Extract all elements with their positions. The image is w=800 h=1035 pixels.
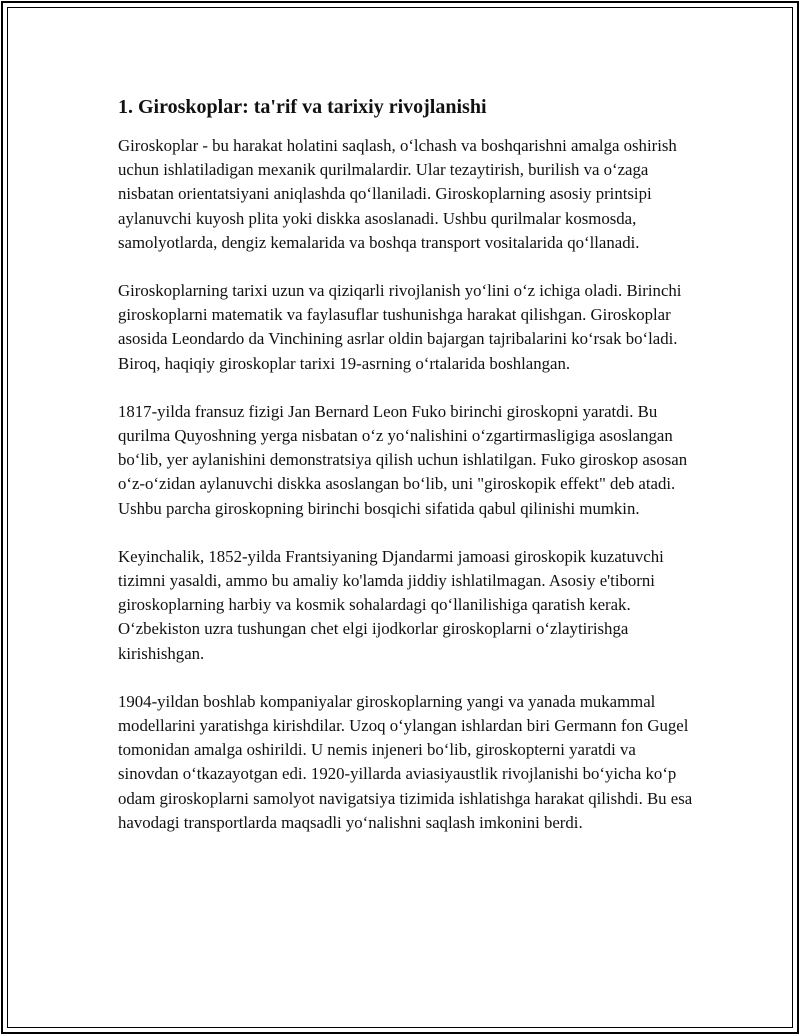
document-body [118, 94, 700, 859]
paragraph-definition: Giroskoplar - bu harakat holatini saqlash, o‘lchash va boshqarishni amalga oshirish uchun ishlatiladigan mexanik qurilmalardir. Ular tezaytirish, burilish va o‘zaga nisbatan orientatsiyani aniqlashda qo‘llaniladi. Giroskoplarning asosiy printsipi aylanuvchi kuyosh plita yoki diskka asoslanadi. Ushbu qurilmalar kosmosda, samolyotlarda, dengiz kemalarida va boshqa transport vositalarida qo‘llanadi. [118, 136, 677, 252]
paragraph-fuko-1817: 1817-yilda fransuz fizigi Jan Bernard Leon Fuko birinchi giroskopni yaratdi. Bu qurilma Quyoshning yerga nisbatan o‘z yo‘nalishini o‘zgartirmasligiga asoslangan bo‘lib, yer aylanishini demonstratsiya qilish uchun ishlatilgan. Fuko giroskop asosan o‘z-o‘zidan aylanuvchi diskka asoslangan bo‘lib, uni "giroskopik effekt" deb atadi. Ushbu parcha giroskopning birinchi bosqichi sifatida qabul qilinishi mumkin. [118, 401, 688, 518]
paragraph-1852: Keyinchalik, 1852-yilda Frantsiyaning Djandarmi jamoasi giroskopik kuzatuvchi tizimni yasaldi, ammo bu amaliy ko'lamda jiddiy ishlatilmagan. Asosiy e'tiborni giroskoplarning harbiy va kosmik sohalardagi qo‘llanilishiga qaratish kerak. O‘zbekiston uzra tushungan chet elgi ijodkorlar giroskoplarni o‘zlaytirishga kirishishgan. [118, 546, 664, 663]
paragraph-history-intro: Giroskoplarning tarixi uzun va qiziqarli rivojlanish yo‘lini o‘z ichiga oladi. Birinchi giroskoplarni matematik va faylasuflar tushunishga harakat qilishgan. Giroskoplar asosida Leondardo da Vinchining asrlar oldin bajargan tajribalarini ko‘rsak bo‘ladi. Biroq, haqiqiy giroskoplar tarixi 19-asrning o‘rtalarida boshlangan. [118, 281, 682, 373]
paragraph-1904: 1904-yildan boshlab kompaniyalar giroskoplarning yangi va yanada mukammal modellarini yaratishga kirishdilar. Uzoq o‘ylangan ishlardan biri Germann fon Gugel tomonidan amalga oshirildi. U nemis injeneri bo‘lib, giroskopterni yaratdi va sinovdan o‘tkazayotgan edi. 1920-yillarda aviasiyaustlik rivojlanishi bo‘yicha ko‘p odam giroskoplarni samolyot navigatsiya tizimida ishlatishga harakat qilishdi. Bu esa havodagi transportlarda maqsadli yo‘nalishni saqlash imkonini berdi. [118, 691, 693, 832]
section-heading: 1. Giroskoplar: ta'rif va tarixiy rivojlanishi [118, 96, 487, 118]
